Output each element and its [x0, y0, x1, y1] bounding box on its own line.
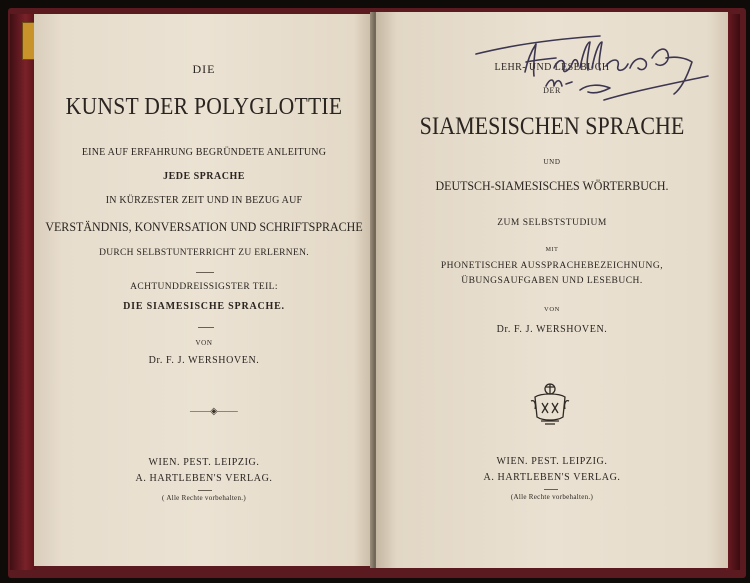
- left-jede-sprache: JEDE SPRACHE: [163, 171, 245, 182]
- left-line-verstaendnis: VERSTÄNDNIS, KONVERSATION UND SCHRIFTSPRACHE: [45, 220, 363, 234]
- handwritten-signature: [470, 28, 720, 114]
- right-publisher: A. HARTLEBEN'S VERLAG.: [483, 472, 621, 483]
- left-line-selbst: DURCH SELBSTUNTERRICHT ZU ERLERNEN.: [99, 248, 309, 258]
- right-der: DER: [543, 86, 561, 95]
- left-rights: ( Alle Rechte vorbehalten.): [162, 494, 246, 502]
- left-subtitle: EINE AUF ERFAHRUNG BEGRÜNDETE ANLEITUNG: [81, 147, 327, 158]
- left-publisher: A. HARTLEBEN'S VERLAG.: [135, 473, 273, 484]
- left-rule-3: [198, 490, 212, 491]
- right-author: Dr. F. J. WERSHOVEN.: [496, 324, 608, 335]
- cover-spine-edge: [10, 14, 36, 570]
- right-rights: (Alle Rechte vorbehalten.): [510, 493, 594, 501]
- right-title: SIAMESISCHEN SPRACHE: [419, 113, 685, 140]
- left-title: KUNST DER POLYGLOTTIE: [65, 94, 343, 120]
- right-phonetisch: PHONETISCHER AUSSPRACHEBEZEICHNUNG,: [440, 261, 664, 271]
- cover-right-edge: [726, 14, 740, 570]
- left-rule-1: [196, 272, 214, 273]
- left-die: DIE: [192, 62, 216, 76]
- right-mit: MIT: [545, 247, 559, 253]
- right-publisher-city: WIEN. PEST. LEIPZIG.: [496, 456, 608, 467]
- left-rule-2: [198, 327, 214, 328]
- right-rule: [544, 489, 558, 490]
- left-ornament-icon: ——◈——: [190, 406, 238, 417]
- left-line-zeit: IN KÜRZESTER ZEIT UND IN BEZUG AUF: [105, 195, 303, 206]
- right-selbststudium: ZUM SELBSTSTUDIUM: [497, 218, 607, 228]
- left-publisher-city: WIEN. PEST. LEIPZIG.: [148, 457, 260, 468]
- left-author: Dr. F. J. WERSHOVEN.: [148, 355, 260, 366]
- right-und: UND: [543, 158, 561, 166]
- left-von: VON: [195, 339, 213, 347]
- right-woerterbuch: DEUTSCH-SIAMESISCHES WÖRTERBUCH.: [435, 178, 669, 193]
- right-lehr: LEHR- UND LESEBUCH: [494, 62, 610, 73]
- left-teil-title: DIE SIAMESISCHE SPRACHE.: [123, 301, 285, 312]
- right-uebungen: ÜBUNGSAUFGABEN UND LESEBUCH.: [461, 276, 643, 286]
- left-teil: ACHTUNDDREISSIGSTER TEIL:: [130, 282, 278, 292]
- right-von: VON: [544, 306, 560, 313]
- publisher-emblem-icon: [527, 381, 573, 425]
- left-page: [34, 14, 374, 566]
